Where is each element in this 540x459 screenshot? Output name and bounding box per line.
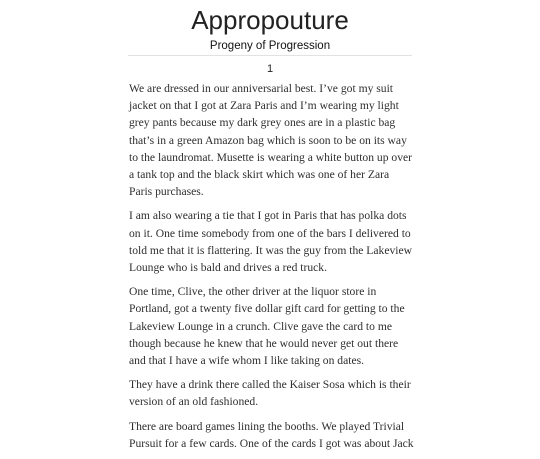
header-divider (128, 55, 412, 56)
page-title: Appropouture (191, 5, 349, 35)
body-text (129, 80, 415, 459)
paragraph: There are board games lining the booths. We played Trivial Pursuit for a few cards. One of the cards I got was about Jack (129, 419, 414, 450)
paragraph: I am also wearing a tie that I got in Paris that has polka dots on it. One time somebody from one of the bars I delivered to told me that it is flattering. It was the guy from the Lakeview Lounge who is bald and drives a red truck. (129, 209, 413, 275)
paragraph: They have a drink there called the Kaiser Sosa which is their version of an old fashioned. (129, 378, 411, 409)
paragraph: One time, Clive, the other driver at the liquor store in Portland, got a twenty five dollar gift card for getting to the Lakeview Lounge in a crunch. Clive gave the card to me though because he knew that he would never get out there and that I have a wife whom I like taking on dates. (129, 285, 405, 368)
document-header (0, 4, 540, 53)
paragraph: We are dressed in our anniversarial best. I’ve got my suit jacket on that I got at Zara Paris and I’m wearing my light grey pants because my dark grey ones are in a plastic bag that’s in a green Amazon bag which is soon to be on its way to the laundromat. Musette is wearing a white button up over a tank top and the black skirt which was one of her Zara Paris purchases. (129, 82, 413, 199)
page-subtitle: Progeny of Progression (209, 40, 331, 52)
chapter-number: 1 (266, 63, 274, 75)
